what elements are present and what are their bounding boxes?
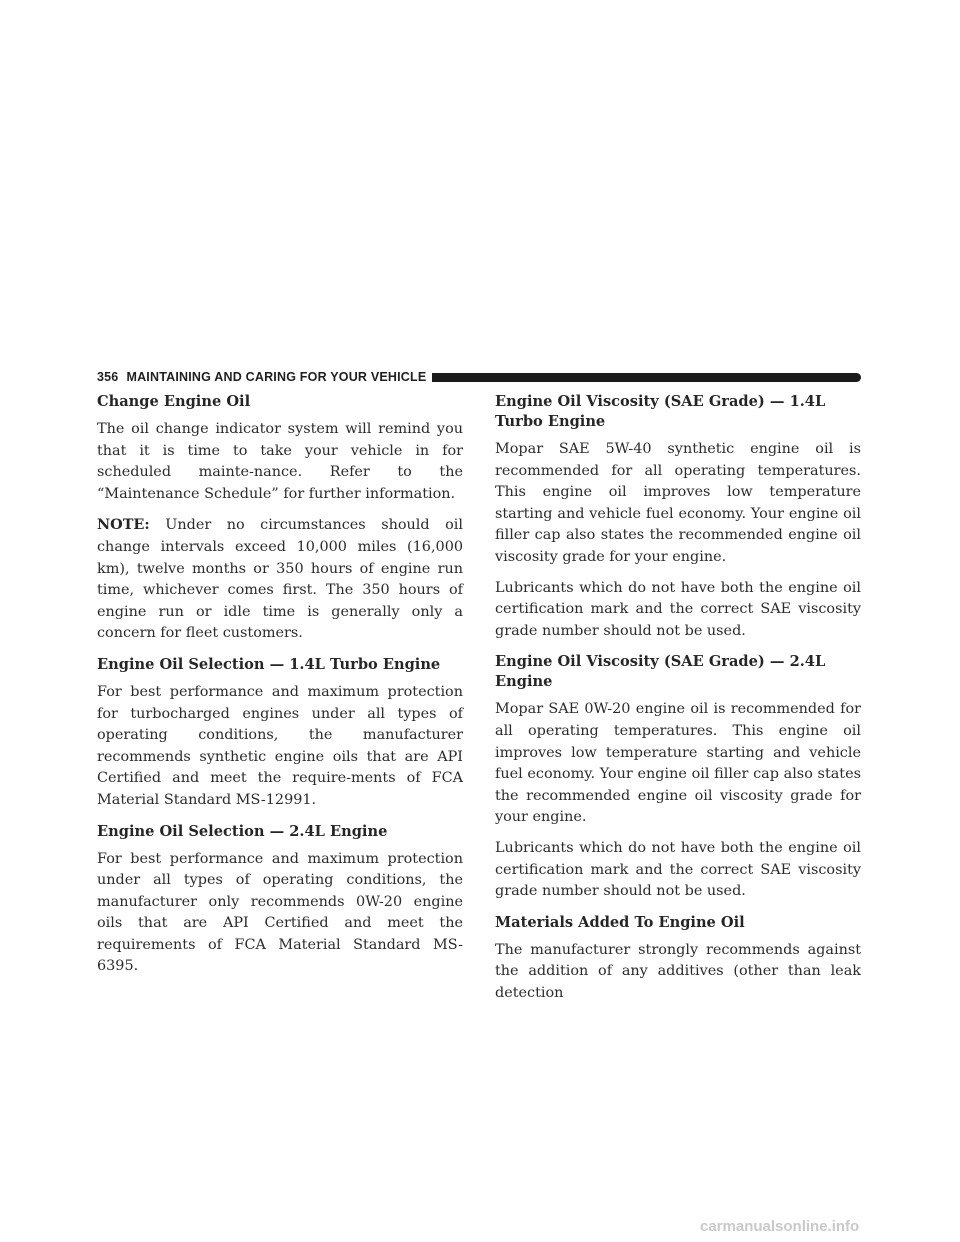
page-header <box>97 368 861 386</box>
right-column <box>495 392 861 1013</box>
heading-materials-added: Materials Added To Engine Oil <box>495 913 745 931</box>
watermark: carmanualsonline.info <box>700 1218 860 1235</box>
paragraph-lubricants-warning-2: Lubricants which do not have both the engine oil certification mark and the correct SAE viscosity grade number should not be used. <box>495 839 861 900</box>
paragraph-oil-change-indicator: The oil change indicator system will remind you that it is time to take your vehicle in for scheduled mainte-nance. Refer to the “Maintenance Schedule” for further information. <box>97 421 463 502</box>
paragraph-oil-selection-24l: For best performance and maximum protection under all types of operating conditions, the manufacturer only recommends 0W-20 engine oils that are API Certified and meet the requirements of FCA Material Standard MS-6395. <box>97 850 463 975</box>
paragraph-oil-selection-14l: For best performance and maximum protection for turbocharged engines under all types of operating conditions, the manufacturer recommends synthetic engine oils that are API Certified and meet the require-ments of FCA Material Standard MS-12991. <box>97 683 463 808</box>
paragraph-materials-added: The manufacturer strongly recommends against the addition of any additives (other than leak detection <box>495 941 861 1001</box>
header-rule <box>432 373 861 382</box>
heading-change-engine-oil: Change Engine Oil <box>97 393 251 410</box>
note-paragraph <box>97 514 463 645</box>
paragraph-lubricants-warning-1: Lubricants which do not have both the engine oil certification mark and the correct SAE viscosity grade number should not be used. <box>495 579 861 639</box>
note-label: NOTE: <box>97 516 150 534</box>
section-title: MAINTAINING AND CARING FOR YOUR VEHICLE <box>126 370 427 384</box>
left-column <box>97 392 463 987</box>
heading-oil-selection-14l: Engine Oil Selection — 1.4L Turbo Engine <box>97 655 441 673</box>
heading-oil-selection-24l: Engine Oil Selection — 2.4L Engine <box>97 822 388 840</box>
note-text: Under no circumstances should oil change intervals exceed 10,000 miles (16,000 km), twelve months or 350 hours of engine run time, whichever comes first. The 350 hours of engine run or idle time is generally only a concern for fleet customers. <box>97 517 463 642</box>
heading-viscosity-14l: Engine Oil Viscosity (SAE Grade) — 1.4L Turbo Engine <box>495 393 826 430</box>
paragraph-viscosity-14l: Mopar SAE 5W-40 synthetic engine oil is recommended for all operating temperatures. This engine oil improves low temperature starting and vehicle fuel economy. Your engine oil filler cap also states the recommended engine oil viscosity grade for your engine. <box>495 441 861 565</box>
page-number: 356 <box>97 370 119 384</box>
paragraph-viscosity-24l: Mopar SAE 0W-20 engine oil is recommended for all operating temperatures. This engine oil improves low temperature starting and vehicle fuel economy. Your engine oil filler cap also states the recommended engine oil viscosity grade for your engine. <box>495 701 861 826</box>
heading-viscosity-24l: Engine Oil Viscosity (SAE Grade) — 2.4L Engine <box>495 653 826 691</box>
